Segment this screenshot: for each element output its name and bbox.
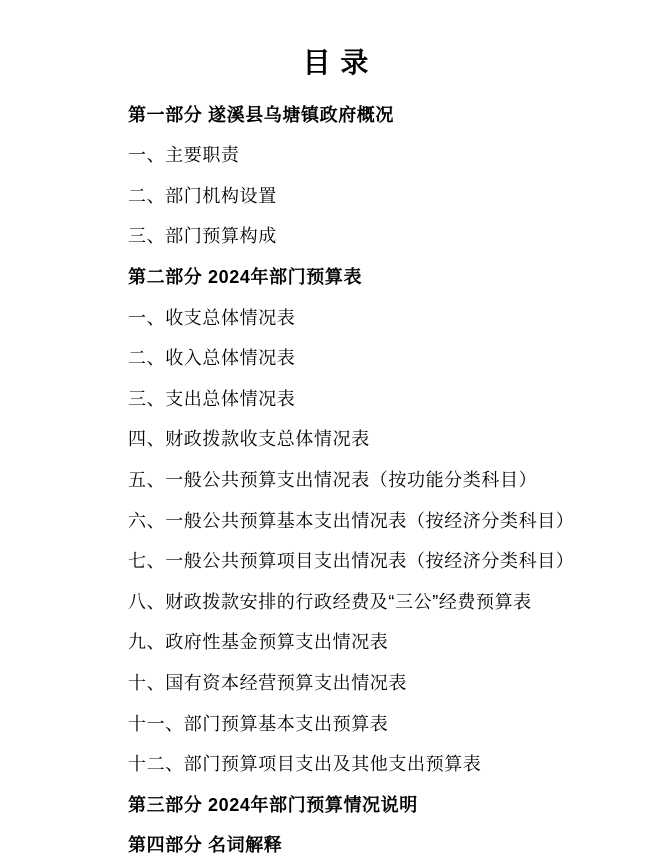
- page-title: 目 录: [302, 47, 370, 78]
- toc-entry: 五、一般公共预算支出情况表（按功能分类科目）: [128, 469, 538, 490]
- toc-entry: 十、国有资本经营预算支出情况表: [128, 672, 407, 693]
- toc-section-heading-part1: 第一部分 遂溪县乌塘镇政府概况: [128, 104, 394, 125]
- toc-entry: 三、部门预算构成: [128, 226, 277, 247]
- toc-section-heading-part2: 第二部分 2024年部门预算表: [128, 266, 363, 287]
- table-of-contents: [128, 95, 672, 866]
- toc-entry: 四、财政拨款收支总体情况表: [128, 429, 370, 450]
- toc-section-heading-part3: 第三部分 2024年部门预算情况说明: [128, 794, 418, 815]
- toc-entry: 二、部门机构设置: [128, 185, 277, 206]
- toc-entry: 九、政府性基金预算支出情况表: [128, 632, 389, 653]
- toc-entry: 一、主要职责: [128, 145, 240, 166]
- toc-entry: 八、财政拨款安排的行政经费及“三公”经费预算表: [128, 591, 532, 612]
- toc-entry: 十一、部门预算基本支出预算表: [128, 713, 389, 734]
- toc-entry: 十二、部门预算项目支出及其他支出预算表: [128, 754, 482, 775]
- toc-entry: 七、一般公共预算项目支出情况表（按经济分类科目）: [128, 551, 575, 572]
- toc-entry: 三、支出总体情况表: [128, 388, 296, 409]
- toc-entry: 六、一般公共预算基本支出情况表（按经济分类科目）: [128, 510, 575, 531]
- toc-entry: 一、收支总体情况表: [128, 307, 296, 328]
- toc-entry: 二、收入总体情况表: [128, 348, 296, 369]
- toc-section-heading-part4: 第四部分 名词解释: [128, 835, 283, 856]
